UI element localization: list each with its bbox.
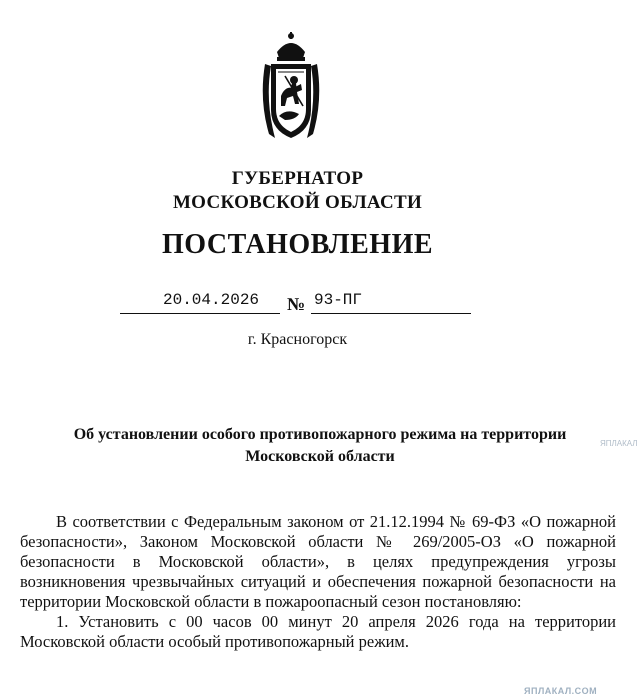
document-body <box>20 512 616 652</box>
coat-of-arms-icon <box>255 30 327 142</box>
document-heading <box>20 424 620 468</box>
number-sign: № <box>287 294 306 314</box>
number-underline <box>311 313 471 314</box>
issue-city: г. Красногорск <box>247 331 348 348</box>
issuer-region: МОСКОВСКОЙ ОБЛАСТИ <box>172 192 423 213</box>
watermark: ЯПЛАКАЛ.COM <box>524 686 598 696</box>
heading-line-2: Московской области <box>245 448 395 465</box>
date-underline <box>120 313 280 314</box>
item-1-paragraph: 1. Установить с 00 часов 00 минут 20 апреля 2026 года на территории Московской области особый противопожарный режим. <box>20 612 616 651</box>
issuer-title: ГУБЕРНАТОР <box>231 168 364 189</box>
preamble-paragraph: В соответствии с Федеральным законом от 21.12.1994 № 69-ФЗ «О пожарной безопасности», Законом Московской области № 269/2005-ОЗ «О пожарной безопасности в Московской области», в целях предупреждения угрозы возникновения чрезвычайных ситуаций и обеспечения пожарной безопасности на территории Московской области в пожароопасный сезон постановляю: <box>20 512 616 611</box>
document-date: 20.04.2026 <box>163 291 260 309</box>
heading-line-1: Об установлении особого противопожарного режима на территории <box>73 426 567 443</box>
watermark-side: ЯПЛАКАЛ <box>600 439 638 448</box>
document-number: 93-ПГ <box>314 291 363 309</box>
document-type: ПОСТАНОВЛЕНИЕ <box>161 229 434 260</box>
